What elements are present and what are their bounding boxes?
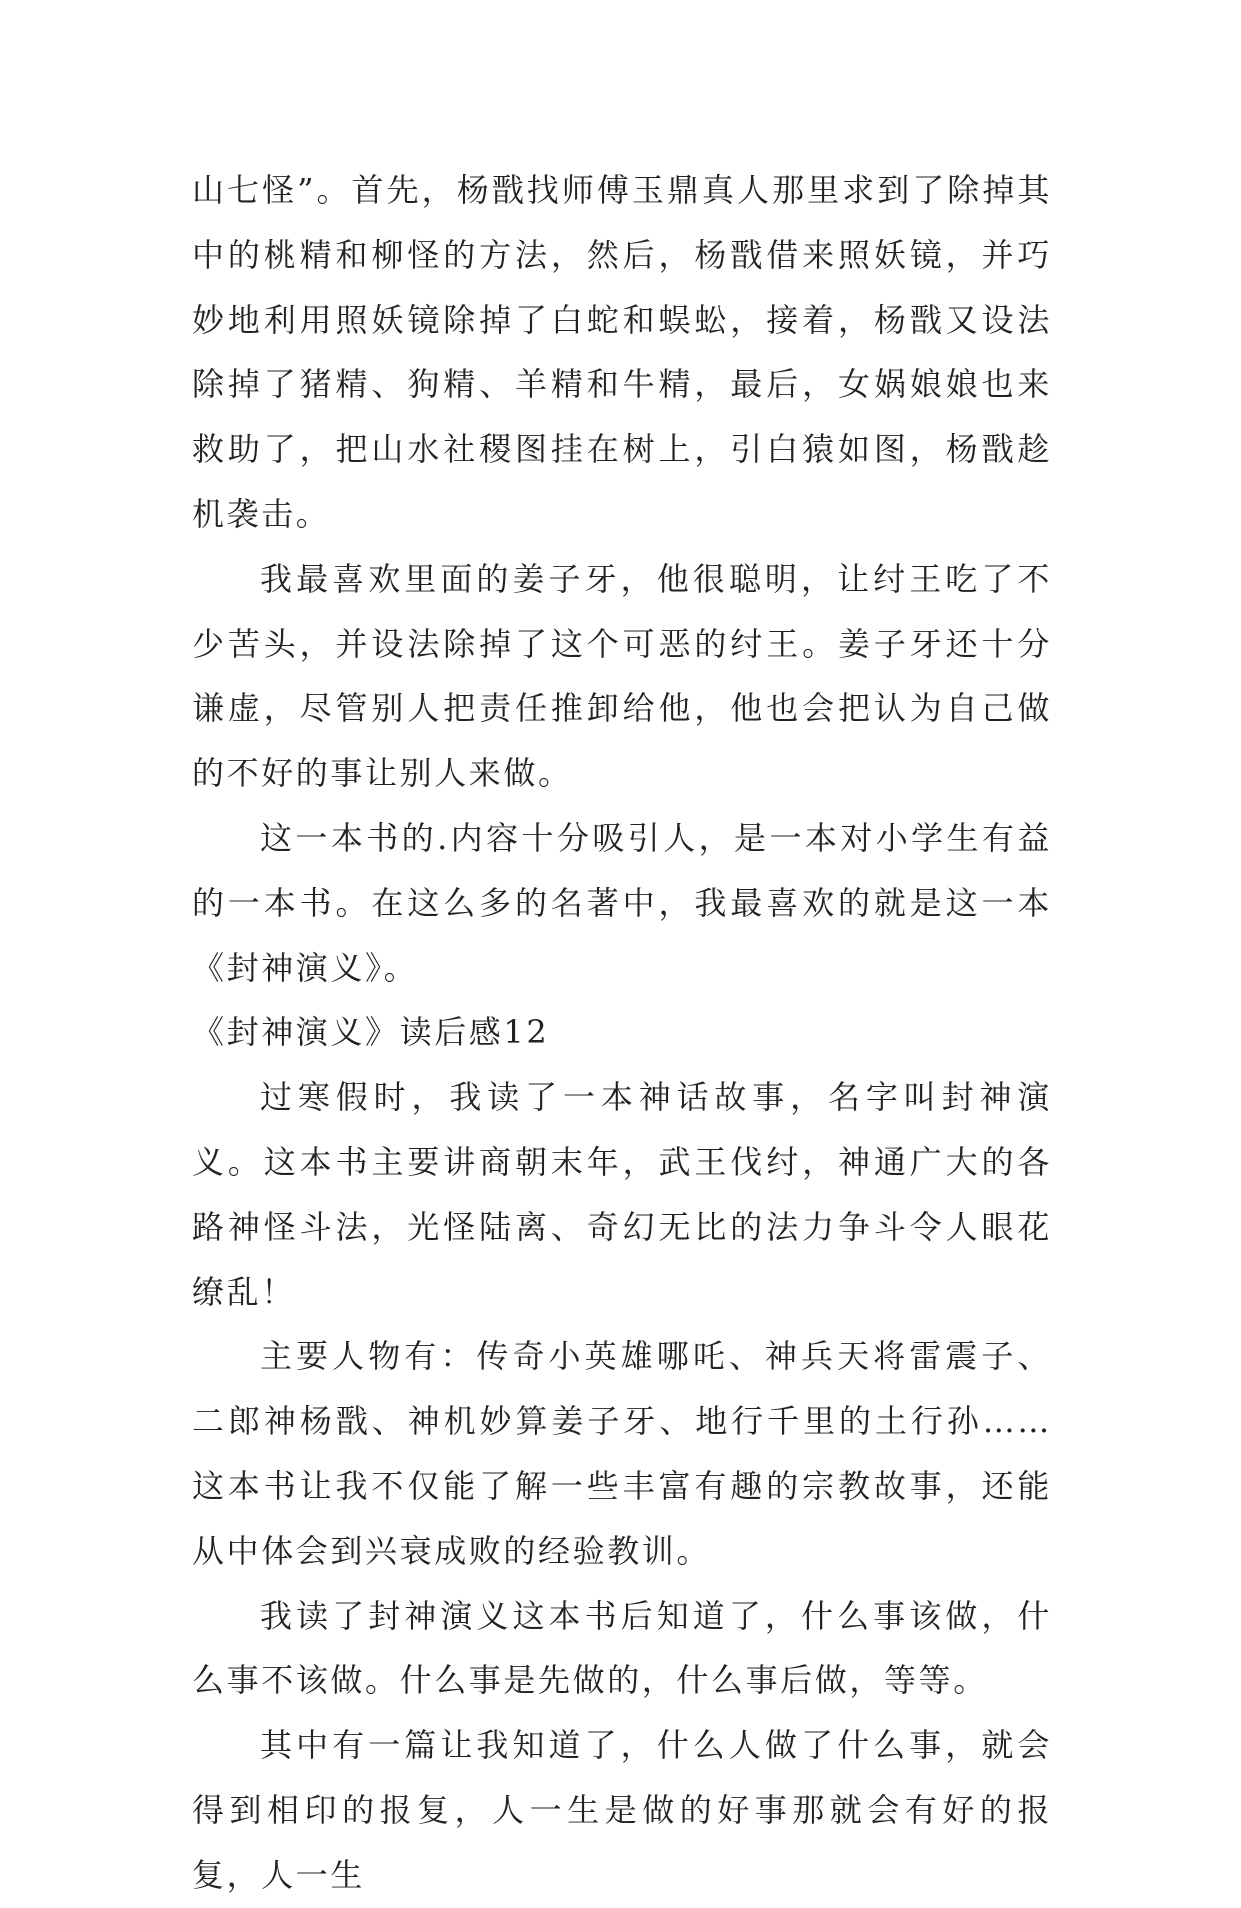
paragraph-4: 过寒假时，我读了一本神话故事，名字叫封神演义。这本书主要讲商朝末年，武王伐纣，神通广大的各路神怪斗法，光怪陆离、奇幻无比的法力争斗令人眼花缭乱！	[192, 1078, 1052, 1311]
paragraph-3: 这一本书的.内容十分吸引人，是一本对小学生有益的一本书。在这么多的名著中，我最喜欢的就是这一本《封神演义》。	[192, 818, 1052, 987]
paragraph-7: 其中有一篇让我知道了，什么人做了什么事，就会得到相印的报复，人一生是做的好事那就会有好的报复，人一生	[192, 1726, 1052, 1894]
document-body	[192, 158, 1052, 1908]
section-heading: 《封神演义》读后感12	[192, 1013, 550, 1052]
paragraph-2: 我最喜欢里面的姜子牙，他很聪明，让纣王吃了不少苦头，并设法除掉了这个可恶的纣王。姜子牙还十分谦虚，尽管别人把责任推卸给他，他也会把认为自己做的不好的事让别人来做。	[192, 559, 1052, 793]
paragraph-1: 山七怪”。首先，杨戬找师傅玉鼎真人那里求到了除掉其中的桃精和柳怪的方法，然后，杨戬借来照妖镜，并巧妙地利用照妖镜除掉了白蛇和蜈蚣，接着，杨戬又设法除掉了猪精、狗精、羊精和牛精，最后，女娲娘娘也来救助了，把山水社稷图挂在树上，引白猿如图，杨戬趁机袭击。	[192, 171, 1052, 533]
paragraph-5: 主要人物有：传奇小英雄哪吒、神兵天将雷震子、二郎神杨戬、神机妙算姜子牙、地行千里的土行孙……这本书让我不仅能了解一些丰富有趣的宗教故事，还能从中体会到兴衰成败的经验教训。	[192, 1337, 1052, 1570]
paragraph-6: 我读了封神演义这本书后知道了，什么事该做，什么事不该做。什么事是先做的，什么事后做，等等。	[192, 1596, 1052, 1700]
